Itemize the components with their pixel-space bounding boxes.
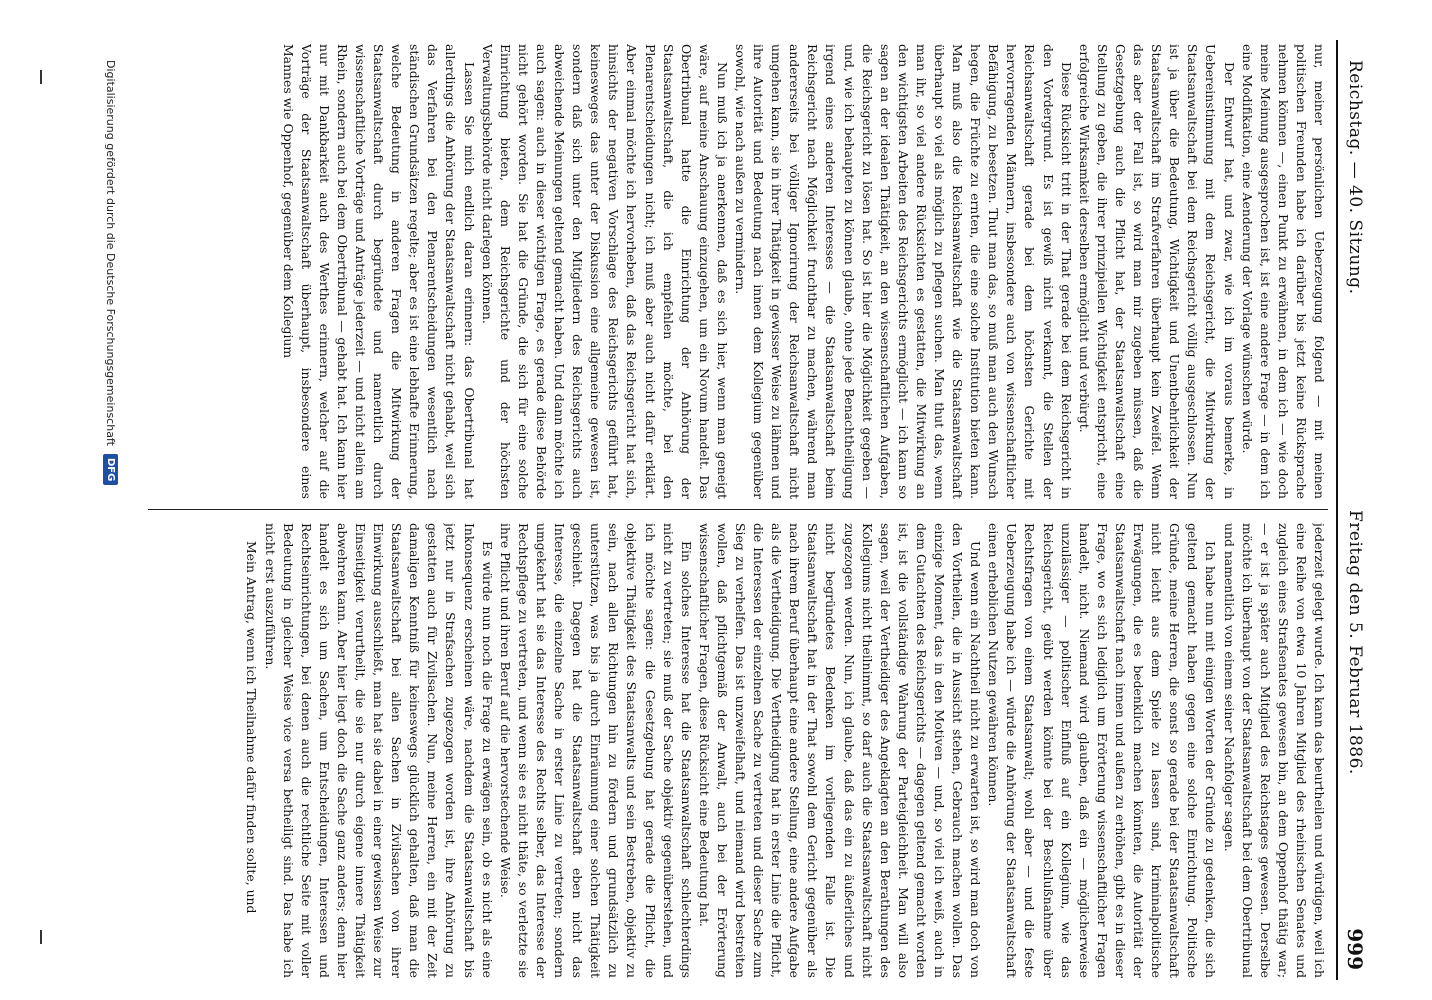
dfg-logo: DFG <box>104 454 119 485</box>
paragraph: Der Entwurf hat, und zwar, wie ich im voraus bemerke, in Uebereinstimmung mit dem Reichsgericht, die Mitwirkung der Staatsanwaltschaft bei dem Reichsgericht völlig ausgeschlossen. Nun ist ja über die Bedeutung, Wichtigkeit und Unentbehrlichkeit der Staatsanwaltschaft im Strafverfahren überhaupt kein Zweifel. Wenn das aber der Fall ist, so wird man mir zugeben müssen, daß die Gesetzgebung auch die Pflicht hat, der Staatsanwaltschaft eine Stellung zu geben, die ihrer prinzipiellen Wichtigkeit entspricht, eine erfolgreiche Wirksamkeit derselben ermöglicht und verbürgt. <box>1076 44 1237 499</box>
paragraph: jederzeit gelegt wurde. Ich kann das beurtheilen und würdigen, weil ich eine Reihe von etwa 10 Jahren Mitglied des rheinischen Senates und zugleich eines Strafsenates gewesen bin, an dem Oppenhof thätig war; — er ist ja später auch Mitglied des Reichstages gewesen. Derselbe möchte ich überhaupt von der Staatsanwaltschaft bei dem Obertribunal und namentlich von einem seiner Nachfolger sagen. <box>1221 523 1327 978</box>
page-number: 999 <box>1343 928 1367 970</box>
paragraph: Mein Antrag, wenn ich Theilnahme dafür finden sollte, und <box>244 541 260 914</box>
paragraph: Ich habe nun mit einigen Worten der Gründe zu gedenken, die sich geltend gemacht haben gegen eine solche Einrichtung. Politische Gründe, meine Herren, die sonst so gerade bei der Staatsanwaltschaft nicht leicht aus dem Spiele zu lassen sind, kriminalpolitische Erwägungen, die es bedenklich machen könnten, die Autorität der Staatsanwaltschaft nach innen und außen zu erhöhen, gibt es in dieser Frage, wo es sich lediglich um Erörterung wissenschaftlicher Fragen handelt, nicht. Niemand wird glauben, daß ein — möglicherweise unzulässiger — politischer Einfluß auf ein Kollegium, wie das Reichsgericht, geübt werden könnte bei der Beschlußnahme über Rechtsfragen von einem Staatsanwalt; wohl aber — und die feste Ueberzeugung habe ich — würde die Anhörung der Staatsanwaltschaft einen erheblichen Nutzen gewähren können. <box>986 523 1219 978</box>
paragraph: Diese Rücksicht tritt in der That gerade bei dem Reichsgericht in den Vordergrund. Es ist gewiß nicht verkannt, die Stellen der Reichsanwaltschaft gerade bei dem höchsten Gerichte mit hervorragenden Männern, insbesondere auch von wissenschaftlicher Befähigung, zu besetzen. Thut man das, so muß man auch den Wunsch hegen, die Früchte zu ernten, die eine solche Institution bieten kann. Man muß also die Reichsanwaltschaft wie die Staatsanwaltschaft überhaupt so viel als möglich zu pflegen suchen. Man thut das, wenn man ihr, so viel andere Rücksichten es gestatten, die Mitwirkung an den wichtigsten Arbeiten des Reichsgerichts ermöglicht — ich kann so sagen an der idealen Thätigkeit, an den wissenschaftlichen Aufgaben, die Reichsgericht zu lösen hat. So ist hier die Möglichkeit gegeben — und, wie ich behaupten zu können glaube, ohne jede Benachtheiligung irgend eines anderen Interesses — die Staatsanwaltschaft beim Reichsgericht nach Möglichkeit fruchtbar zu machen, während man andererseits bei völliger Ignorirung der Reichsanwaltschaft nicht umgehen kann, sie in ihrer Thätigkeit in gewisser Weise zu lähmen und ihre Autorität und Bedeutung nach innen dem Kollegium gegenüber sowohl, wie nach außen zu vermindern. <box>733 44 1074 499</box>
page-header <box>1336 40 1372 980</box>
header-session-title: Reichstag. — 40. Sitzung. <box>1345 60 1365 295</box>
paragraph: Ein solches Interesse hat die Staatsanwaltschaft schlechterdings nicht zu vertreten; sie muß der Sache objektiv gegenüberstehen, und ich möchte sagen: die Gesetzgebung hat gerade die Pflicht, die objektive Thätigkeit des Staatsanwalts und sein Bestreben, objektiv zu sein, nach allen Richtungen hin zu fördern und grundsätzlich zu unterstützen, was bis ja durch Einräumung einer solchen Thätigkeit geschieht. Dagegen hat die Staatsanwaltschaft eben nicht das Interesse, die einzelne Sache in erster Linie zu vertreten; sondern umgekehrt hat sie das Interesse des Rechts selber, das Interesse der Rechtspflege zu vertreten, und wenn sie es nicht thäte, so verletzte sie ihre Pflicht und ihren Beruf auf die hervorstechende Weise. <box>497 523 694 978</box>
paragraph: Es würde nun noch die Frage zu erwägen sein, ob es nicht als eine Inkonsequenz erscheinen wäre, nachdem die Staatsanwaltschaft bis jetzt nur in Strafsachen zugezogen worden ist, ihre Anhörung zu gestatten auch für Zivilsachen. Nun, meine Herren, ein mit der Zeit damaligen Kenntniß für keineswegs glücklich gehalten, daß man die Staatsanwaltschaft bei allen Sachen in Zivilsachen von ihrer Einwirkung ausschließt, man hat sie dabei in einer gewissen Weise zur Einseitigkeit verurtheilt, die sie nur durch eigene innere Thätigkeit abwehren kann. Aber hier liegt doch die Sache ganz anders; denn hier handelt es sich um Sachen, um Entscheidungen, Interessen und Rechtseinrichtungen, bei denen auch die rechtliche Seite mit voller Bedeutung in gleicher Weise vice versa betheiligt sind. Das habe ich nicht erst auszuführen. <box>262 523 495 978</box>
scan-margin-mark <box>41 930 43 944</box>
header-date: Freitag den 5. Februar 1886. <box>1345 510 1365 775</box>
right-text-column <box>148 523 1328 978</box>
scan-margin-mark <box>41 70 43 84</box>
paragraph: Nun muß ich ja anerkennen, daß es sich hier, wenn man geneigt wäre, auf meine Anschauung einzugehen, um ein Novum handelt. Das Obertribunal hatte die Einrichtung der Anhörung der Staatsanwaltschaft, die ich empfehlen möchte, bei den Plenarentscheidungen nicht; ich muß aber auch nicht dafür erklärt. Aber einmal möchte ich hervorheben, daß das Reichsgericht hat sich, hinsichts der negativen Vorschlage des Reichsgerichts geführt hat, keinesweges das unter der Diskussion eine allgemeine gewesen ist, sondern daß sich unter den Mitgliedern des Reichsgerichts auch abweichende Meinungen geltend gemacht haben. Und dann möchte ich auch sagen: auch in dieser wichtigen Frage, es gerade diese Behörde nicht gehört worden. Sie hat die Gründe, die sich für eine solche Einrichtung bieten, dem Reichsgerichte und der höchsten Verwaltungsbehörde nicht darlegen können. <box>479 44 730 499</box>
digitization-credit <box>100 60 122 940</box>
left-text-column <box>148 44 1328 499</box>
paragraph: nur, meiner persönlichen Ueberzeugung folgend — mit meinen politischen Freunden habe ich darüber bis jetzt keine Rücksprache nehmen können —, einen Punkt zu erwähnen, in dem ich — wie doch meine Meinung ausgesprochen ist, ist eine andere Frage — in dem ich eine Modifikation, eine Aenderung der Vorlage wünschen würde. <box>1239 44 1327 499</box>
digitization-credit-text: Digitalisierung gefördert durch die Deutsche Forschungsgemeinschaft <box>104 60 118 446</box>
paragraph: Lassen Sie mich endlich daran erinnern: das Obertribunal hat allerdings die Anhörung der Staatsanwaltschaft nicht gehabt, weil sich das Verfahren bei den Plenarentscheidungen wesentlich nach ständischen Grundsätzen regelte; aber es ist eine lebhafte Erinnerung, welche Bedeutung in anderen Fragen die Mitwirkung der Staatsanwaltschaft durch begründete und namentlich durch wissenschaftliche Vorträge und Anträge jederzeit — und nicht allein am Rhein, sondern auch bei dem Obertribunal — gehabt hat. Ich kann hier nur mit Dankbarkeit auch des Werthes erinnern, welcher auf die Vorträge der Staatsanwaltschaft überhaupt, insbesondere eines Mannes wie Oppenhof, gegenüber dem Kollegium <box>280 44 477 499</box>
column-divider <box>148 509 1328 510</box>
text-columns <box>148 40 1328 980</box>
paragraph: Und wenn ein Nachtheil nicht zu erwarten ist, so wird man doch von den Vortheilen, die in Aussicht stehen, Gebrauch machen wollen. Das einzige Moment, das in den Motiven — und, so viel ich weiß, auch in dem Gutachten des Reichsgerichts — dagegen geltend gemacht worden ist, ist die vollständige Wahrung der Parteigleichheit. Man will also sagen, weil der Vertheidiger des Angeklagten an den Berathungen des Kollegiums nicht theilnimmt, so darf auch die Staatsanwaltschaft nicht zugezogen werden. Nun, ich glaube, daß das ein zu äußerliches und nicht begründetes Bedenken im vorliegenden Falle ist. Die Staatsanwaltschaft hat in der That sowohl dem Gericht gegenüber als nach ihrem Beruf überhaupt eine andere Stellung, eine andere Aufgabe als die Vertheidigung. Die Vertheidigung hat in erster Linie die Pflicht, die Interessen der einzelnen Sache zu vertreten und dieser Sache zum Sieg zu verhelfen. Das ist unzweifelhaft, und niemand wird bestreiten wollen, daß pflichtgemäß der Anwalt, auch bei der Erörterung wissenschaftlicher Fragen, diese Rücksicht eine Bedeutung hat. <box>696 523 984 978</box>
